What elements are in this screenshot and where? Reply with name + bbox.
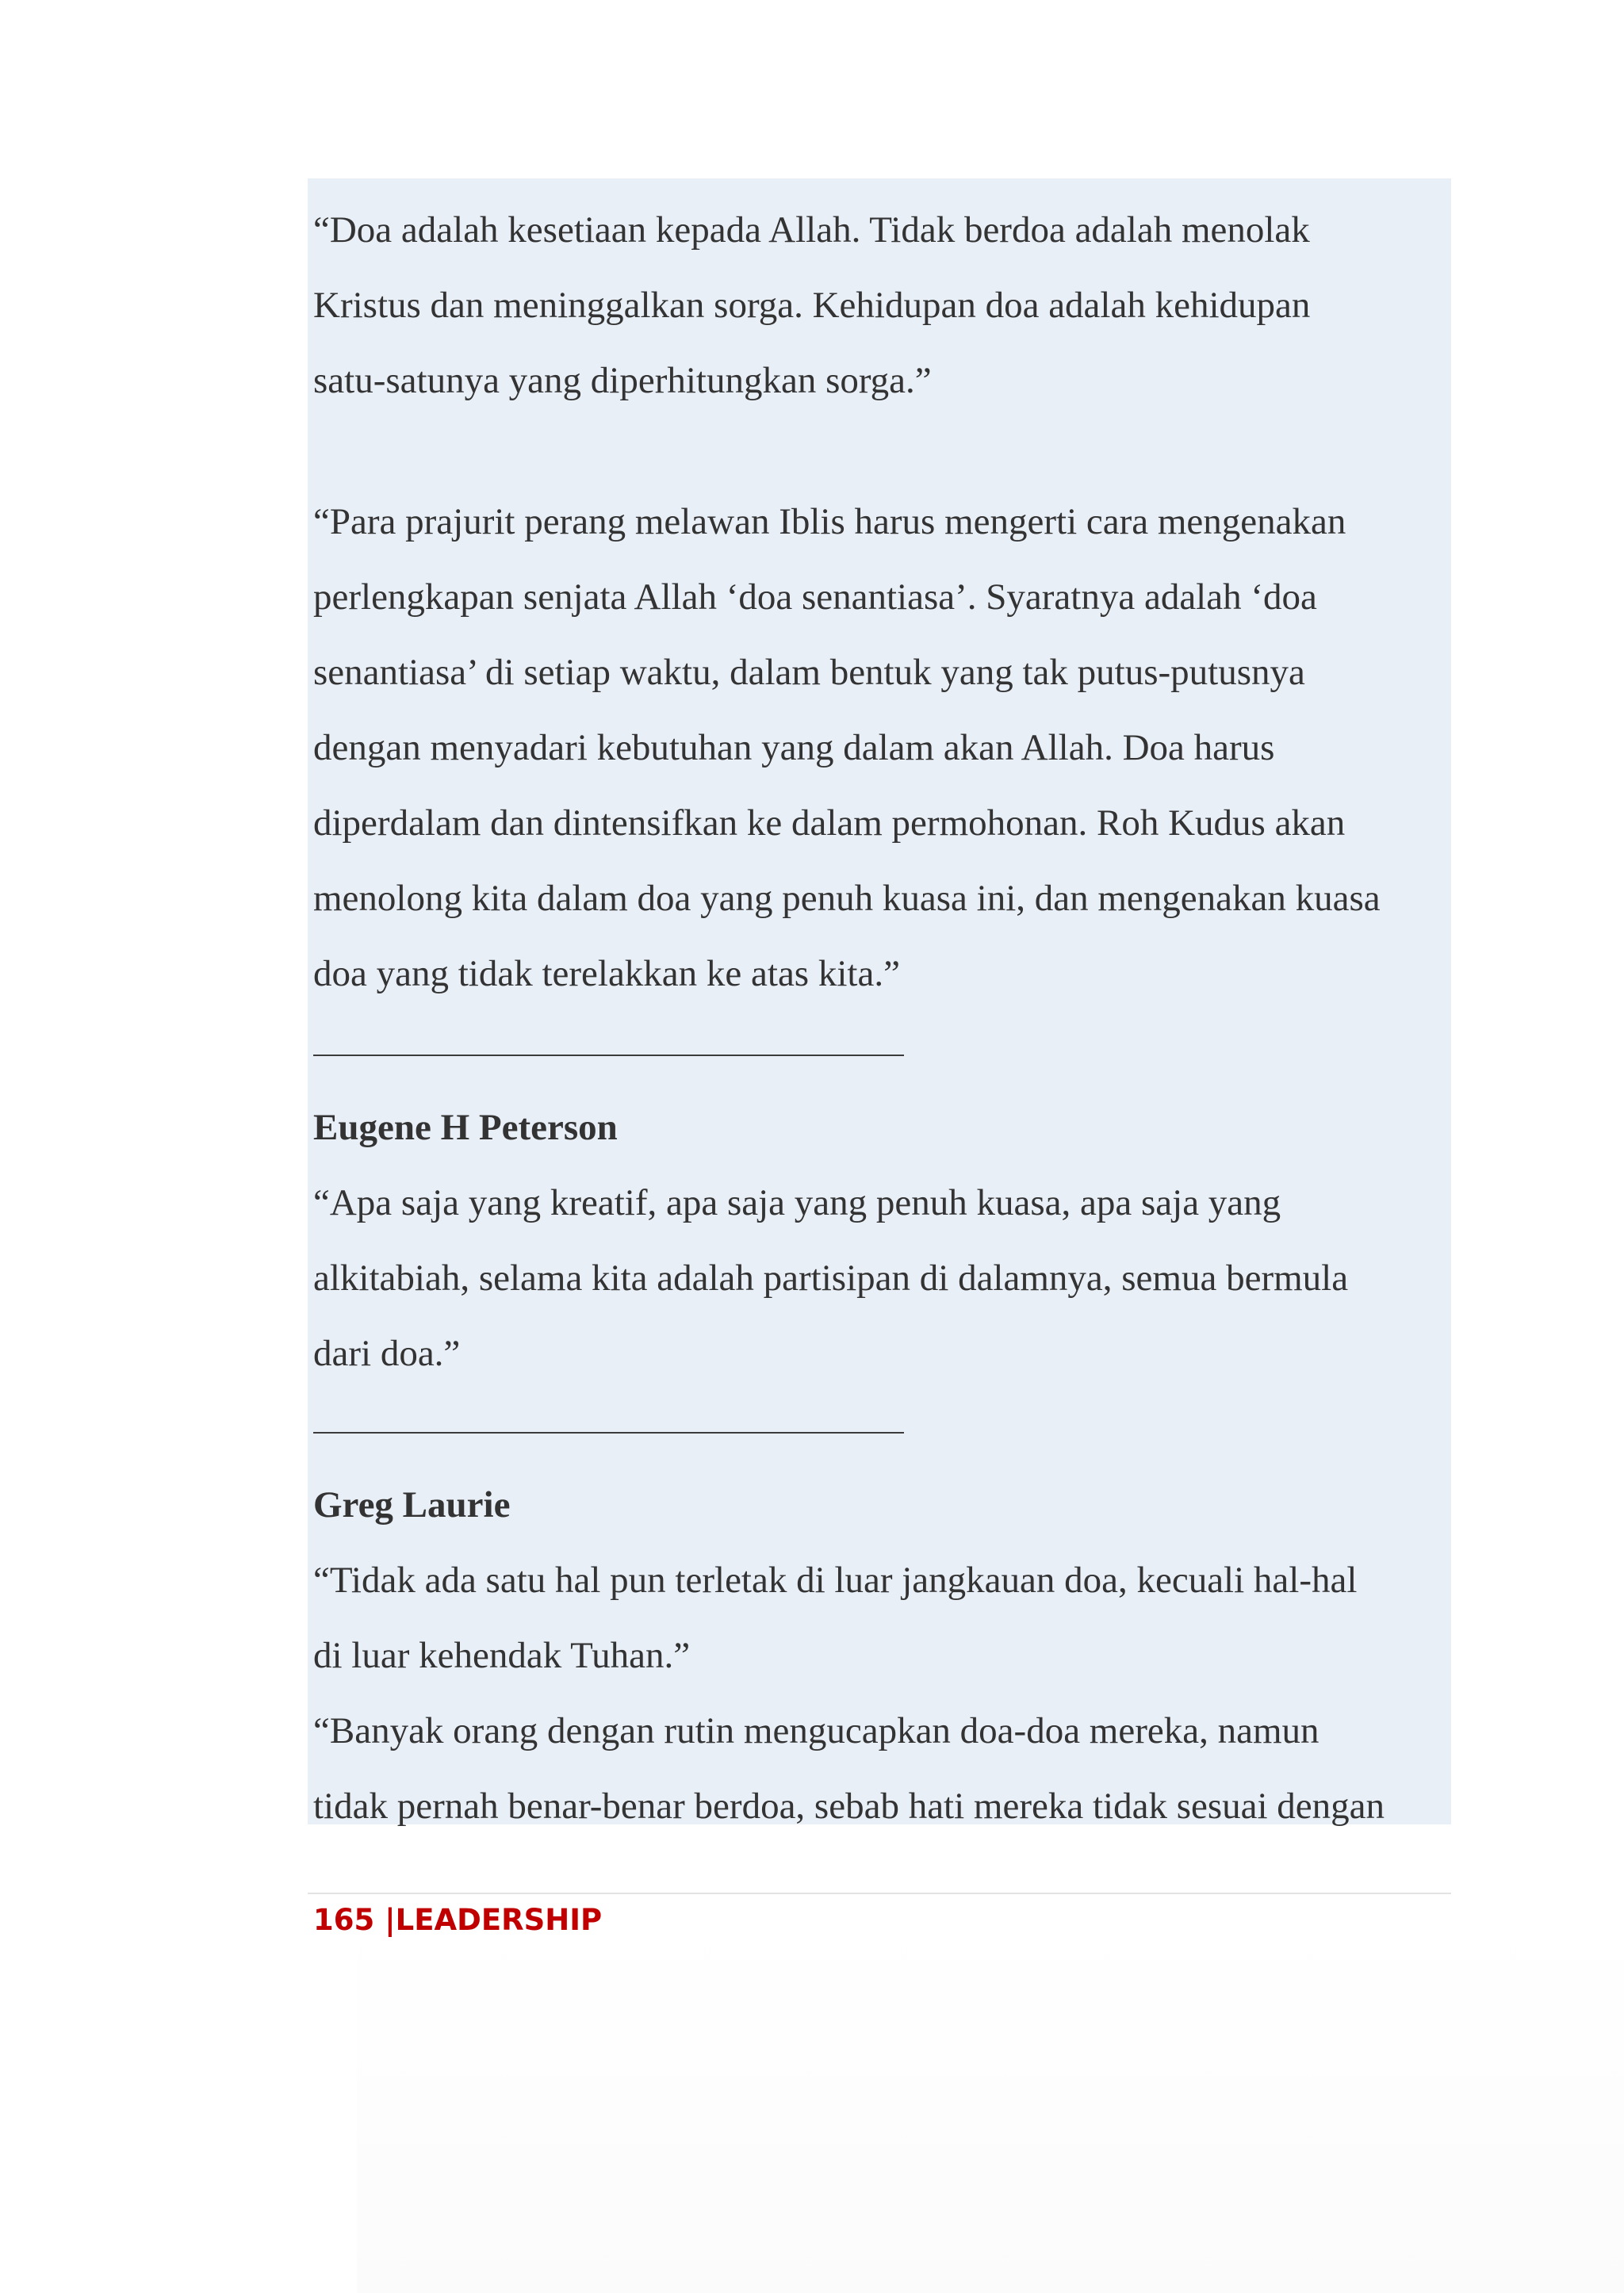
quote-one-line-3: satu-satunya yang diperhitungkan sorga.”	[313, 360, 932, 401]
peterson-quote-line-1: “Apa saja yang kreatif, apa saja yang penuh kuasa, apa saja yang	[313, 1182, 1281, 1223]
quote-two-line-3: senantiasa’ di setiap waktu, dalam bentuk yang tak putus-putusnya	[313, 652, 1305, 693]
laurie-quote-line-2: di luar kehendak Tuhan.”	[313, 1635, 691, 1676]
quote-two-line-7: doa yang tidak terelakkan ke atas kita.”	[313, 953, 900, 994]
page-background-bottom	[357, 1919, 1624, 2293]
quote-two-line-6: menolong kita dalam doa yang penuh kuasa ini, dan mengenakan kuasa	[313, 878, 1381, 919]
peterson-quote-line-3: dari doa.”	[313, 1333, 461, 1374]
page-number: 165	[313, 1903, 375, 1937]
footer-divider	[308, 1893, 1451, 1894]
quote-one-line-1: “Doa adalah kesetiaan kepada Allah. Tidak berdoa adalah menolak	[313, 209, 1310, 251]
quote-two-line-4: dengan menyadari kebutuhan yang dalam akan Allah. Doa harus	[313, 727, 1275, 768]
quote-two-line-1: “Para prajurit perang melawan Iblis harus mengerti cara mengenakan	[313, 501, 1346, 542]
section-divider-1	[313, 1055, 904, 1056]
author-name-peterson: Eugene H Peterson	[313, 1107, 618, 1148]
author-name-laurie: Greg Laurie	[313, 1484, 511, 1525]
laurie-quote-line-1: “Tidak ada satu hal pun terletak di luar jangkauan doa, kecuali hal-hal	[313, 1560, 1358, 1601]
quote-two-line-5: diperdalam dan dintensifkan ke dalam permohonan. Roh Kudus akan	[313, 802, 1346, 844]
laurie-quote-line-3: “Banyak orang dengan rutin mengucapkan doa-doa mereka, namun	[313, 1710, 1320, 1751]
peterson-quote-line-2: alkitabiah, selama kita adalah partisipan di dalamnya, semua bermula	[313, 1258, 1349, 1299]
quote-one-line-2: Kristus dan meninggalkan sorga. Kehidupan doa adalah kehidupan	[313, 285, 1311, 326]
quote-two-line-2: perlengkapan senjata Allah ‘doa senantiasa’. Syaratnya adalah ‘doa	[313, 576, 1317, 618]
section-divider-2	[313, 1432, 904, 1434]
page-footer	[313, 1901, 602, 1940]
footer-section-title: LEADERSHIP	[395, 1903, 603, 1937]
laurie-quote-line-4: tidak pernah benar-benar berdoa, sebab hati mereka tidak sesuai dengan	[313, 1786, 1385, 1827]
footer-separator: |	[374, 1903, 396, 1937]
